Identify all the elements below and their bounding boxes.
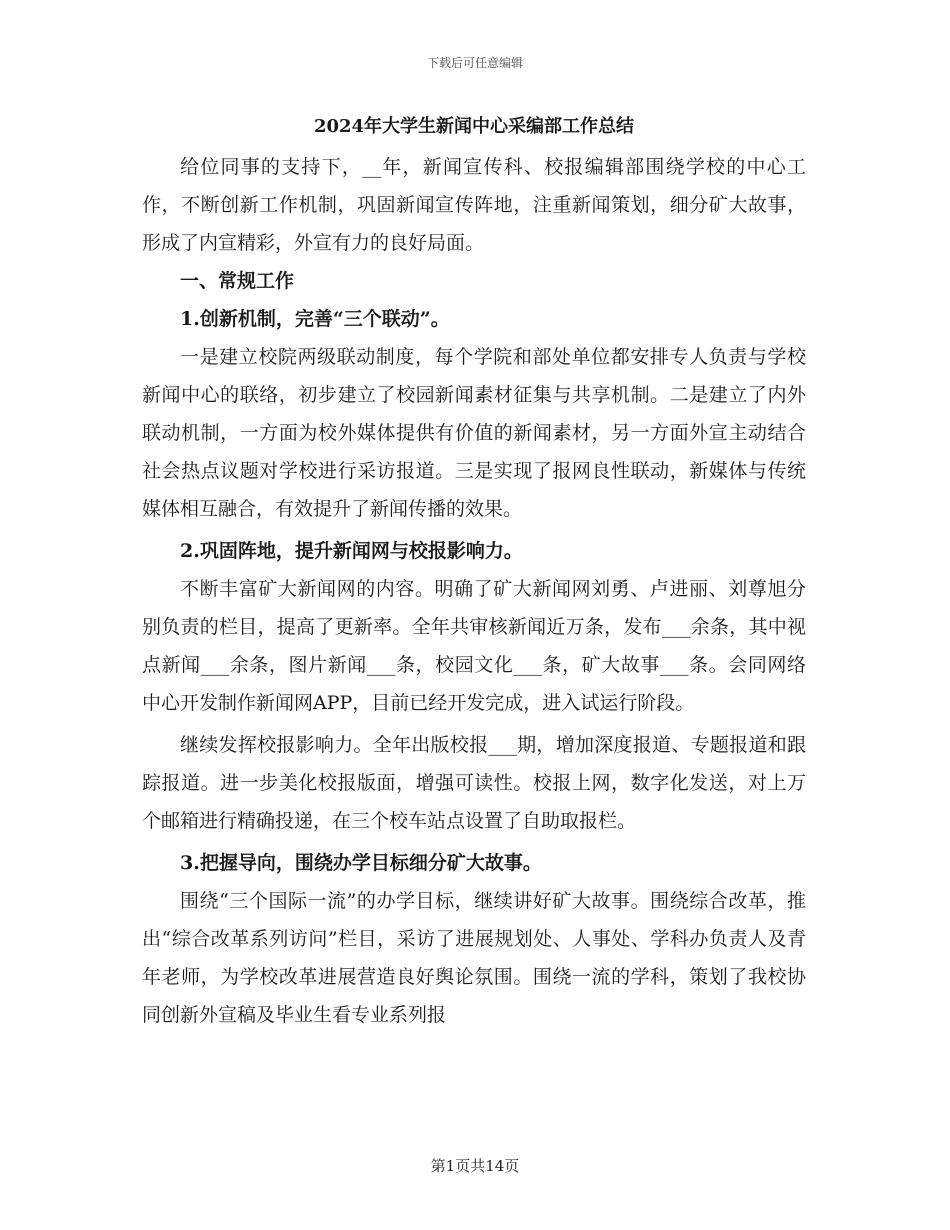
- document-title: 2024年大学生新闻中心采编部工作总结: [313, 116, 635, 137]
- item-paragraph-3: 围绕“三个国际一流”的办学目标，继续讲好矿大故事。围绕综合改革，推出“综合改革系列访问”栏目，采访了进展规划处、人事处、学科办负责人及青年老师，为学校改革进展营造良好舆论氛围。围绕一流的学科，策划了我校协同创新外宣稿及毕业生看专业系列报: [142, 890, 806, 1026]
- document-body: [142, 112, 806, 1034]
- section-heading-routine-work: 一、常规工作: [180, 270, 295, 292]
- item-heading-1: 1.创新机制，完善“三个联动”。: [180, 308, 450, 330]
- page-number-footer: 第1页共14页: [430, 1157, 520, 1175]
- item-heading-2: 2.巩固阵地，提升新闻网与校报影响力。: [180, 540, 523, 562]
- intro-paragraph: 给位同事的支持下，__年，新闻宣传科、校报编辑部围绕学校的中心工作，不断创新工作机制，巩固新闻宣传阵地，注重新闻策划，细分矿大故事，形成了内宣精彩，外宣有力的良好局面。: [142, 156, 806, 254]
- item-heading-3: 3.把握导向，围绕办学目标细分矿大故事。: [180, 852, 542, 874]
- page-header-note: 下载后可任意编辑: [426, 56, 523, 70]
- item-paragraph-2a: 不断丰富矿大新闻网的内容。明确了矿大新闻网刘勇、卢进丽、刘尊旭分别负责的栏目，提高了更新率。全年共审核新闻近万条，发布___余条，其中视点新闻___余条，图片新闻___条，校园文化___条，矿大故事___条。会同网络中心开发制作新闻网APP，目前已经开发完成，进入试运行阶段。: [142, 578, 806, 714]
- item-paragraph-2b: 继续发挥校报影响力。全年出版校报___期，增加深度报道、专题报道和跟踪报道。进一步美化校报版面，增强可读性。校报上网，数字化发送，对上万个邮箱进行精确投递，在三个校车站点设置了自助取报栏。: [142, 734, 806, 832]
- item-paragraph-1: 一是建立校院两级联动制度，每个学院和部处单位都安排专人负责与学校新闻中心的联络，初步建立了校园新闻素材征集与共享机制。二是建立了内外联动机制，一方面为校外媒体提供有价值的新闻素材，另一方面外宣主动结合社会热点议题对学校进行采访报道。三是实现了报网良性联动，新媒体与传统媒体相互融合，有效提升了新闻传播的效果。: [142, 346, 806, 520]
